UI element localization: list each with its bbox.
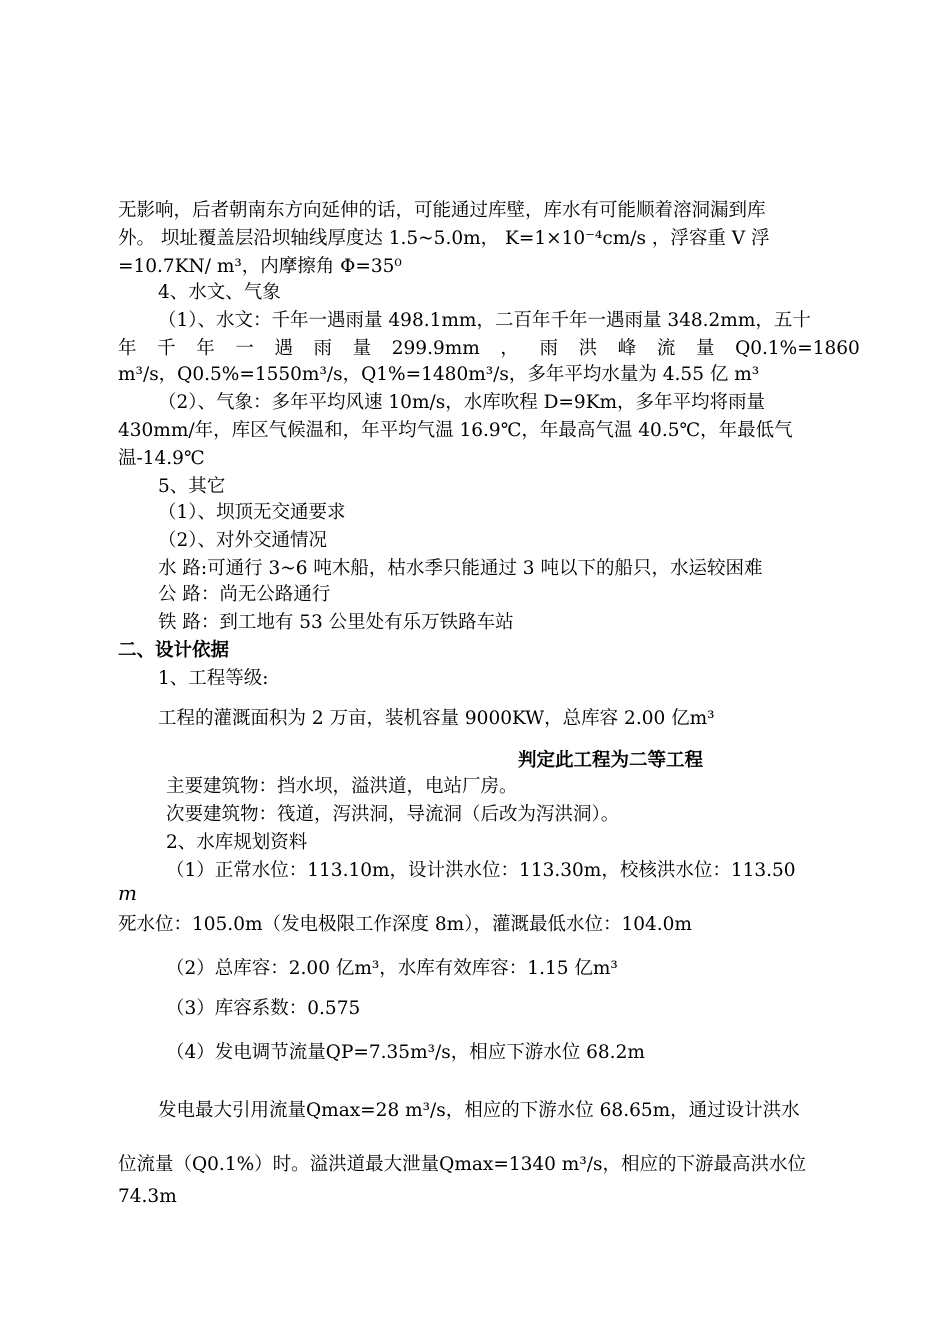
text-line: 无影响，后者朝南东方向延伸的话，可能通过库壁，库水有可能顺着溶洞漏到库 <box>118 200 766 221</box>
text-line: 铁 路：到工地有 53 公里处有乐万铁路车站 <box>158 612 514 633</box>
text-line: 死水位：105.0m（发电极限工作深度 8m），灌溉最低水位：104.0m <box>118 914 692 935</box>
conclusion-text: 判定此工程为二等工程 <box>518 750 704 771</box>
text-line: 位流量（Q0.1%）时。溢洪道最大泄量Qmax=1340 m³/s，相应的下游最高洪水位 <box>118 1154 806 1175</box>
text-line: （1）正常水位：113.10m，设计洪水位：113.30m，校核洪水位：113.50 <box>166 860 796 881</box>
text-line: 主要建筑物：挡水坝，溢洪道，电站厂房。 <box>166 776 518 797</box>
justified-line <box>118 336 860 362</box>
text-line: 水 路:可通行 3~6 吨木船，枯水季只能通过 3 吨以下的船只，水运较困难 <box>158 558 763 579</box>
text-line: m³/s，Q0.5%=1550m³/s，Q1%=1480m³/s，多年平均水量为 4.55 亿 m³ <box>118 364 760 385</box>
section-heading: 2、水库规划资料 <box>166 832 308 853</box>
text-line: （2）、对外交通情况 <box>158 530 328 551</box>
word: 流 <box>656 338 676 359</box>
text-line: 发电最大引用流量Qmax=28 m³/s，相应的下游水位 68.65m，通过设计洪水 <box>158 1100 800 1121</box>
word: 年 <box>196 338 215 359</box>
word: 峰 <box>617 338 637 359</box>
chapter-heading: 二、设计依据 <box>118 640 230 661</box>
word: 量 <box>352 338 372 359</box>
text-line: （2）总库容：2.00 亿m³，水库有效库容：1.15 亿m³ <box>166 958 618 979</box>
text-line: （4）发电调节流量QP=7.35m³/s，相应下游水位 68.2m <box>166 1042 645 1063</box>
word: 遇 <box>274 338 293 359</box>
word: ， <box>500 338 519 359</box>
word: 量 <box>695 338 715 359</box>
text-line: （1）、坝顶无交通要求 <box>158 502 346 523</box>
section-heading: 5、其它 <box>158 476 226 497</box>
text-line: 外。 坝址覆盖层沿坝轴线厚度达 1.5~5.0m， K=1×10⁻⁴cm/s ，浮容重 V 浮 <box>118 228 770 249</box>
word: 299.9mm <box>391 338 480 359</box>
text-line: （2）、气象：多年平均风速 10m/s，水库吹程 D=9Km，多年平均将雨量 <box>158 392 766 413</box>
unit-symbol: m <box>118 881 137 905</box>
text-line: （1）、水文：千年一遇雨量 498.1mm，二百年千年一遇雨量 348.2mm，五十 <box>158 310 811 331</box>
word: 千 <box>157 338 176 359</box>
text-line: 次要建筑物：筏道，泻洪洞，导流洞（后改为泻洪洞）。 <box>166 804 620 825</box>
word: 雨 <box>539 338 559 359</box>
text-line: 74.3m <box>118 1186 177 1207</box>
word: 雨 <box>313 338 333 359</box>
text-line: 温-14.9℃ <box>118 448 205 469</box>
text-line: 工程的灌溉面积为 2 万亩，装机容量 9000KW，总库容 2.00 亿m³ <box>158 708 715 729</box>
text-line: =10.7KN/ m³，内摩擦角 Φ=35⁰ <box>118 256 402 277</box>
word: Q0.1%=1860 <box>735 338 860 359</box>
section-heading: 1、工程等级: <box>158 668 269 689</box>
section-heading: 4、水文、气象 <box>158 282 281 303</box>
text-line: （3）库容系数：0.575 <box>166 998 361 1019</box>
word: 洪 <box>578 338 598 359</box>
text-line: 430mm/年，库区气候温和，年平均气温 16.9℃，年最高气温 40.5℃，年最低气 <box>118 420 793 441</box>
word: 一 <box>235 338 254 359</box>
word: 年 <box>118 338 137 359</box>
text-line: 公 路：尚无公路通行 <box>158 584 331 605</box>
